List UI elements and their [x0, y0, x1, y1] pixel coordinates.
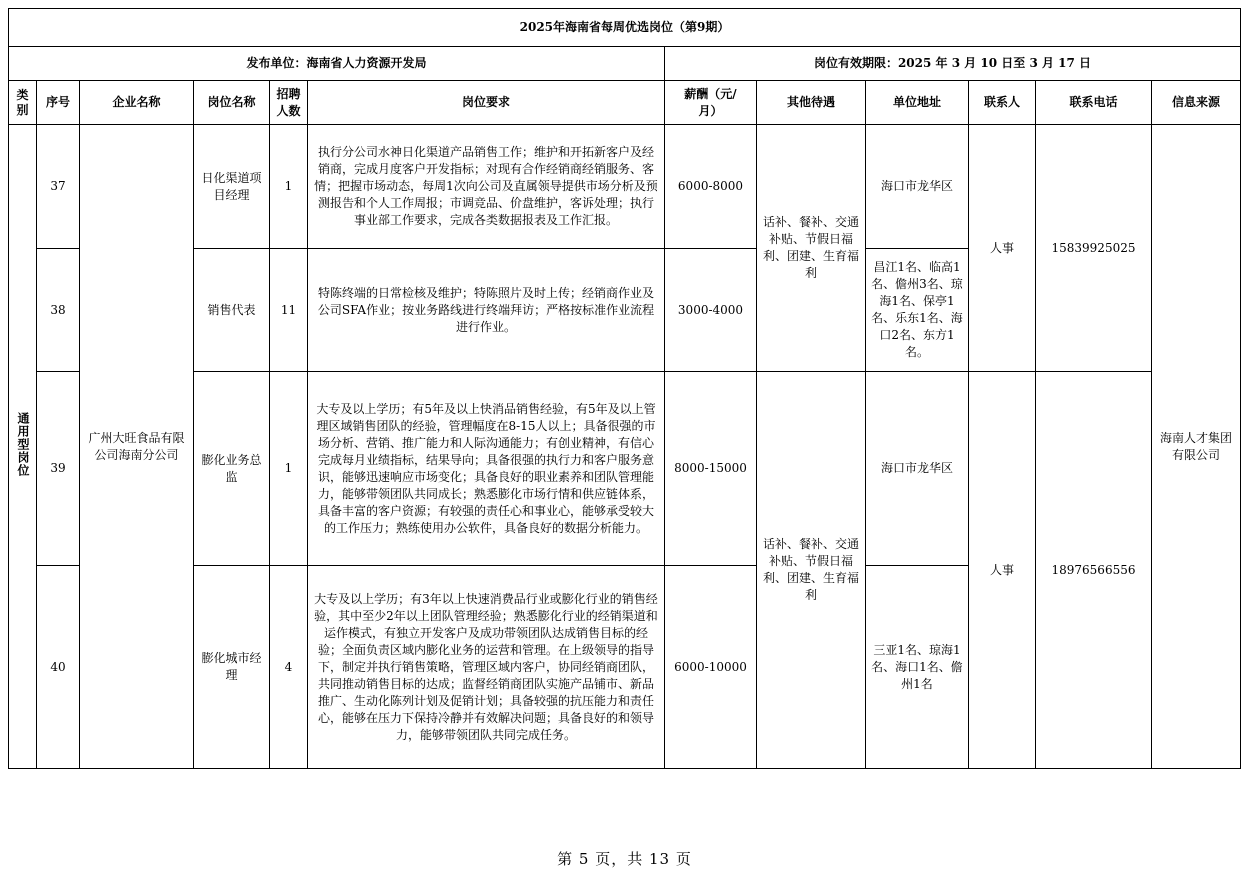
phone-cell: 18976566556	[1036, 372, 1152, 769]
salary-cell: 6000-10000	[665, 566, 757, 769]
seq-cell: 38	[37, 249, 80, 372]
seq-cell: 40	[37, 566, 80, 769]
header-salary: 薪酬（元/月）	[665, 81, 757, 125]
source-cell: 海南人才集团有限公司	[1152, 125, 1241, 769]
requirements-cell: 大专及以上学历；有3年以上快速消费品行业或膨化行业的销售经验，其中至少2年以上团队管理经验；熟悉膨化行业的经销渠道和运作模式，有独立开发客户及成功带领团队达成销售目标的经验；全面负责区域内膨化业务的运营和管理。在上级领导的指导下，制定并执行销售策略，管理区域内客户，协同经销商团队，共同推动销售目标的达成；监督经销商团队实施产品铺市、新品推广、生动化陈列计划及促销计划；具备较强的抗压能力和责任心，能够在压力下保持冷静并有效解决问题；具备良好的和领导力，能够带领团队共同完成任务。	[308, 566, 665, 769]
header-company: 企业名称	[80, 81, 194, 125]
count-cell: 1	[270, 372, 308, 566]
position-cell: 日化渠道项目经理	[194, 125, 270, 249]
table-row	[9, 372, 1241, 566]
address-cell: 海口市龙华区	[866, 125, 969, 249]
table-row	[9, 125, 1241, 249]
validity-period: 岗位有效期限：2025 年 3 月 10 日至 3 月 17 日	[665, 47, 1241, 81]
count-cell: 11	[270, 249, 308, 372]
benefits-cell: 话补、餐补、交通补贴、节假日福利、团建、生育福利	[757, 125, 866, 372]
seq-cell: 37	[37, 125, 80, 249]
page-footer: 第 5 页，共 13 页	[557, 850, 692, 868]
category-cell	[9, 125, 37, 769]
address-cell: 昌江1名、临高1名、儋州3名、琼海1名、保亭1名、乐东1名、海口2名、东方1名。	[866, 249, 969, 372]
header-seq: 序号	[37, 81, 80, 125]
address-cell: 海口市龙华区	[866, 372, 969, 566]
header-contact: 联系人	[969, 81, 1036, 125]
contact-cell: 人事	[969, 372, 1036, 769]
header-requirements: 岗位要求	[308, 81, 665, 125]
document-title: 2025年海南省每周优选岗位（第9期）	[9, 9, 1241, 47]
requirements-cell: 执行分公司水神日化渠道产品销售工作；维护和开拓新客户及经销商，完成月度客户开发指标；对现有合作经销商经销服务、客情；把握市场动态，每周1次向公司及直属领导提供市场分析及预测报告和个人工作周报；市调竞品、价盘维护，客诉处理；执行事业部工作要求，完成各类数据报表及工作汇报。	[308, 125, 665, 249]
header-row	[9, 81, 1241, 125]
seq-cell: 39	[37, 372, 80, 566]
header-count: 招聘人数	[270, 81, 308, 125]
job-listing-table	[8, 8, 1241, 769]
count-cell: 1	[270, 125, 308, 249]
header-address: 单位地址	[866, 81, 969, 125]
phone-cell: 15839925025	[1036, 125, 1152, 372]
contact-cell: 人事	[969, 125, 1036, 372]
header-category: 类别	[9, 81, 37, 125]
requirements-cell: 特陈终端的日常检核及维护；特陈照片及时上传；经销商作业及公司SFA作业；按业务路线进行终端拜访；严格按标准作业流程进行作业。	[308, 249, 665, 372]
company-cell: 广州大旺食品有限公司海南分公司	[80, 125, 194, 769]
header-phone: 联系电话	[1036, 81, 1152, 125]
position-cell: 膨化业务总监	[194, 372, 270, 566]
salary-cell: 6000-8000	[665, 125, 757, 249]
count-cell: 4	[270, 566, 308, 769]
benefits-cell: 话补、餐补、交通补贴、节假日福利、团建、生育福利	[757, 372, 866, 769]
requirements-cell: 大专及以上学历；有5年及以上快消品销售经验，有5年及以上管理区域销售团队的经验，管理幅度在8-15人以上；具备很强的市场分析、营销、推广能力和人际沟通能力；有创业精神，有信心完成每月业绩指标，结果导向；具备很强的执行力和客户服务意识，能够迅速响应市场变化；具备良好的职业素养和团队管理能力，能够带领团队共同成长；熟悉膨化市场行情和供应链体系，具备丰富的客户资源；有较强的责任心和事业心，能够承受较大的工作压力；熟练使用办公软件，具备良好的数据分析能力。	[308, 372, 665, 566]
header-position: 岗位名称	[194, 81, 270, 125]
publisher: 发布单位：海南省人力资源开发局	[9, 47, 665, 81]
position-cell: 膨化城市经理	[194, 566, 270, 769]
position-cell: 销售代表	[194, 249, 270, 372]
salary-cell: 8000-15000	[665, 372, 757, 566]
category-label: 通用型岗位	[16, 411, 30, 477]
header-source: 信息来源	[1152, 81, 1241, 125]
header-benefits: 其他待遇	[757, 81, 866, 125]
address-cell: 三亚1名、琼海1名、海口1名、儋州1名	[866, 566, 969, 769]
salary-cell: 3000-4000	[665, 249, 757, 372]
